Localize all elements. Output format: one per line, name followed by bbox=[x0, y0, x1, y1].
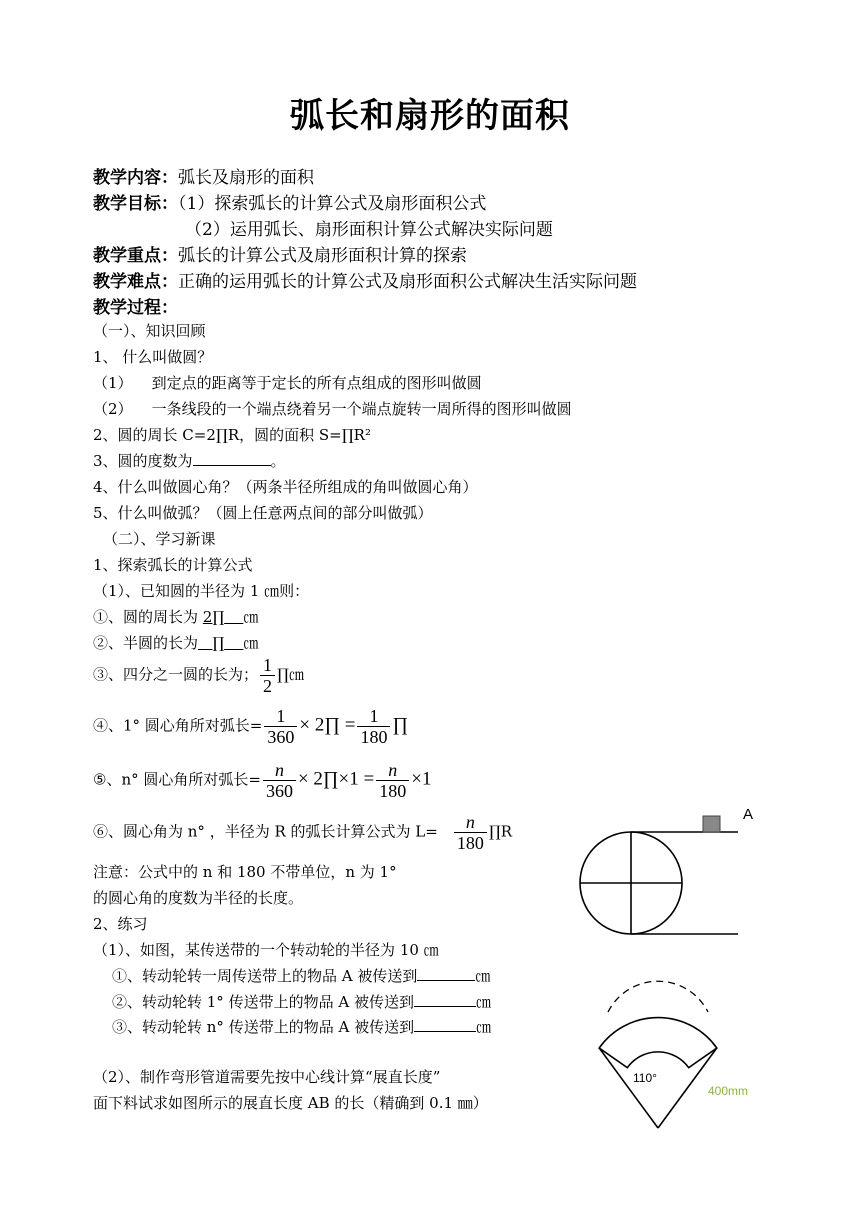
review-q5: 5、什么叫做弧？（圆上任意两点间的部分叫做弧） bbox=[93, 504, 433, 522]
calc-one-degree-text: ④、1° 圆心角所对弧长= bbox=[93, 716, 263, 735]
teaching-content-label: 教学内容： bbox=[93, 168, 178, 188]
calc-n-degree-middle: × 2∏×1 = bbox=[297, 768, 375, 790]
practice-1a bbox=[112, 965, 490, 986]
review-heading: （一）、知识回顾 bbox=[93, 322, 206, 340]
calc-n-degree-arc bbox=[93, 760, 431, 801]
formula-note-line-1: 注意：公式中的 n 和 180 不带单位，n 为 1° bbox=[93, 863, 397, 881]
new-lesson-heading: （二）、学习新课 bbox=[103, 530, 216, 548]
review-q1: 1、 什么叫做圆？ bbox=[93, 348, 213, 366]
sector-angle-label: 110° bbox=[633, 1071, 657, 1085]
teaching-difficulty-row bbox=[93, 267, 637, 292]
practice-problem-1: （1）、如图，某传送带的一个转动轮的半径为 10 ㎝ bbox=[93, 941, 439, 959]
conveyor-object-a bbox=[703, 816, 720, 832]
new-lesson-step-1: 1、探索弧长的计算公式 bbox=[93, 556, 253, 574]
calc-quarter-circle bbox=[93, 655, 304, 696]
teaching-difficulty-label: 教学难点： bbox=[93, 272, 178, 292]
review-q3-text: 3、圆的度数为 bbox=[93, 452, 193, 470]
calc-quarter-text: ③、四分之一圆的长为； bbox=[93, 665, 259, 684]
teaching-goal-1: （1）探索弧长的计算公式及扇形面积公式 bbox=[178, 194, 487, 214]
teaching-goals-label: 教学目标： bbox=[93, 194, 178, 214]
teaching-focus-label: 教学重点： bbox=[93, 246, 178, 266]
review-q3 bbox=[93, 450, 286, 471]
fraction-one-half: $\frac{1}{2}$ bbox=[260, 655, 275, 696]
review-q3-blank[interactable] bbox=[193, 465, 271, 466]
fraction-n-over-360: $\frac{n}{360}$ bbox=[263, 760, 296, 801]
sector-left-edge bbox=[599, 1048, 658, 1128]
review-q2: 2、圆的周长 C=2∏R，圆的面积 S=∏R² bbox=[93, 426, 371, 444]
teaching-process-row bbox=[93, 293, 178, 318]
calc-circumference-text: ①、圆的周长为 bbox=[93, 608, 203, 626]
fraction-n-over-180-formula: $\frac{n}{180}$ bbox=[454, 812, 487, 853]
practice-1c bbox=[112, 1016, 491, 1037]
review-q4: 4、什么叫做圆心角？（两条半径所组成的角叫做圆心角） bbox=[93, 478, 478, 496]
review-q1-answer-a: （1） 到定点的距离等于定长的所有点组成的图形叫做圆 bbox=[93, 374, 482, 392]
practice-1c-blank[interactable] bbox=[414, 1031, 476, 1032]
pipe-centerline bbox=[608, 981, 708, 1012]
practice-1b bbox=[112, 991, 491, 1012]
teaching-process-label: 教学过程： bbox=[93, 298, 178, 318]
practice-1b-blank[interactable] bbox=[414, 1006, 476, 1007]
calc-circumference bbox=[93, 606, 258, 627]
arc-length-formula-tail: ∏R bbox=[488, 822, 513, 841]
calc-semicircle bbox=[93, 632, 258, 653]
practice-problem-2: （2）、制作弯形管道需要先按中心线计算“展直长度” bbox=[93, 1068, 441, 1086]
practice-1b-text: ②、转动轮转 1° 传送带上的物品 A 被传送到 bbox=[112, 993, 414, 1011]
pipe-arc-band bbox=[599, 1018, 717, 1068]
teaching-focus-value: 弧长的计算公式及扇形面积计算的探索 bbox=[178, 246, 467, 266]
calc-circumference-answer: 2∏ bbox=[202, 608, 225, 626]
bent-pipe-figure bbox=[578, 960, 778, 1135]
calc-semicircle-text: ②、半圆的长为 bbox=[93, 634, 199, 652]
calc-semicircle-unit: ㎝ bbox=[243, 634, 259, 652]
practice-1b-unit: ㎝ bbox=[475, 993, 491, 1011]
teaching-goals-row bbox=[93, 189, 486, 214]
practice-1a-blank[interactable] bbox=[417, 980, 475, 981]
practice-heading: 2、练习 bbox=[93, 915, 148, 933]
calc-semicircle-answer: ∏ bbox=[212, 634, 225, 652]
practice-1c-unit: ㎝ bbox=[476, 1018, 492, 1036]
arc-length-formula bbox=[93, 812, 512, 853]
formula-note-line-2: 的圆心角的度数为半径的长度。 bbox=[93, 889, 304, 907]
review-q3-end: 。 bbox=[270, 452, 286, 470]
calc-quarter-unit: ∏㎝ bbox=[277, 665, 304, 684]
teaching-focus-row bbox=[93, 241, 467, 266]
practice-1a-unit: ㎝ bbox=[475, 967, 491, 985]
arc-length-formula-text: ⑥、圆心角为 n° ，半径为 R 的弧长计算公式为 L= bbox=[93, 822, 438, 841]
practice-1c-text: ③、转动轮转 n° 传送带上的物品 A 被传送到 bbox=[112, 1018, 415, 1036]
calc-n-degree-text: ⑤、n° 圆心角所对弧长= bbox=[93, 770, 261, 789]
teaching-content-value: 弧长及扇形的面积 bbox=[178, 168, 314, 188]
conveyor-wheel-figure bbox=[575, 800, 775, 945]
teaching-difficulty-value: 正确的运用弧长的计算公式及扇形面积公式解决生活实际问题 bbox=[178, 272, 637, 292]
fraction-n-over-180: $\frac{n}{180}$ bbox=[376, 760, 409, 801]
calc-one-degree-pi: ∏ bbox=[392, 714, 409, 736]
calc-circumference-unit: ㎝ bbox=[243, 608, 259, 626]
practice-1a-text: ①、转动轮转一周传送带上的物品 A 被传送到 bbox=[112, 967, 418, 985]
page-title: 弧长和扇形的面积 bbox=[290, 96, 570, 136]
calc-n-degree-tail: ×1 bbox=[411, 768, 432, 790]
teaching-goal-2: （2）运用弧长、扇形面积计算公式解决实际问题 bbox=[185, 220, 553, 240]
conveyor-object-label: A bbox=[743, 806, 754, 823]
fraction-1-over-180: $\frac{1}{180}$ bbox=[357, 706, 390, 747]
fraction-1-over-360: $\frac{1}{360}$ bbox=[264, 706, 297, 747]
new-lesson-step-1-1: （1）、已知圆的半径为 1 ㎝则： bbox=[93, 582, 310, 600]
calc-one-degree-arc bbox=[93, 706, 408, 747]
practice-problem-2-cont: 面下料试求如图所示的展直长度 AB 的长（精确到 0.1 ㎜） bbox=[93, 1094, 488, 1112]
pipe-length-label: 400mm bbox=[708, 1084, 749, 1098]
review-q1-answer-b: （2） 一条线段的一个端点绕着另一个端点旋转一周所得的图形叫做圆 bbox=[93, 400, 572, 418]
teaching-content-row bbox=[93, 163, 314, 188]
calc-one-degree-middle: × 2∏ = bbox=[299, 714, 356, 736]
